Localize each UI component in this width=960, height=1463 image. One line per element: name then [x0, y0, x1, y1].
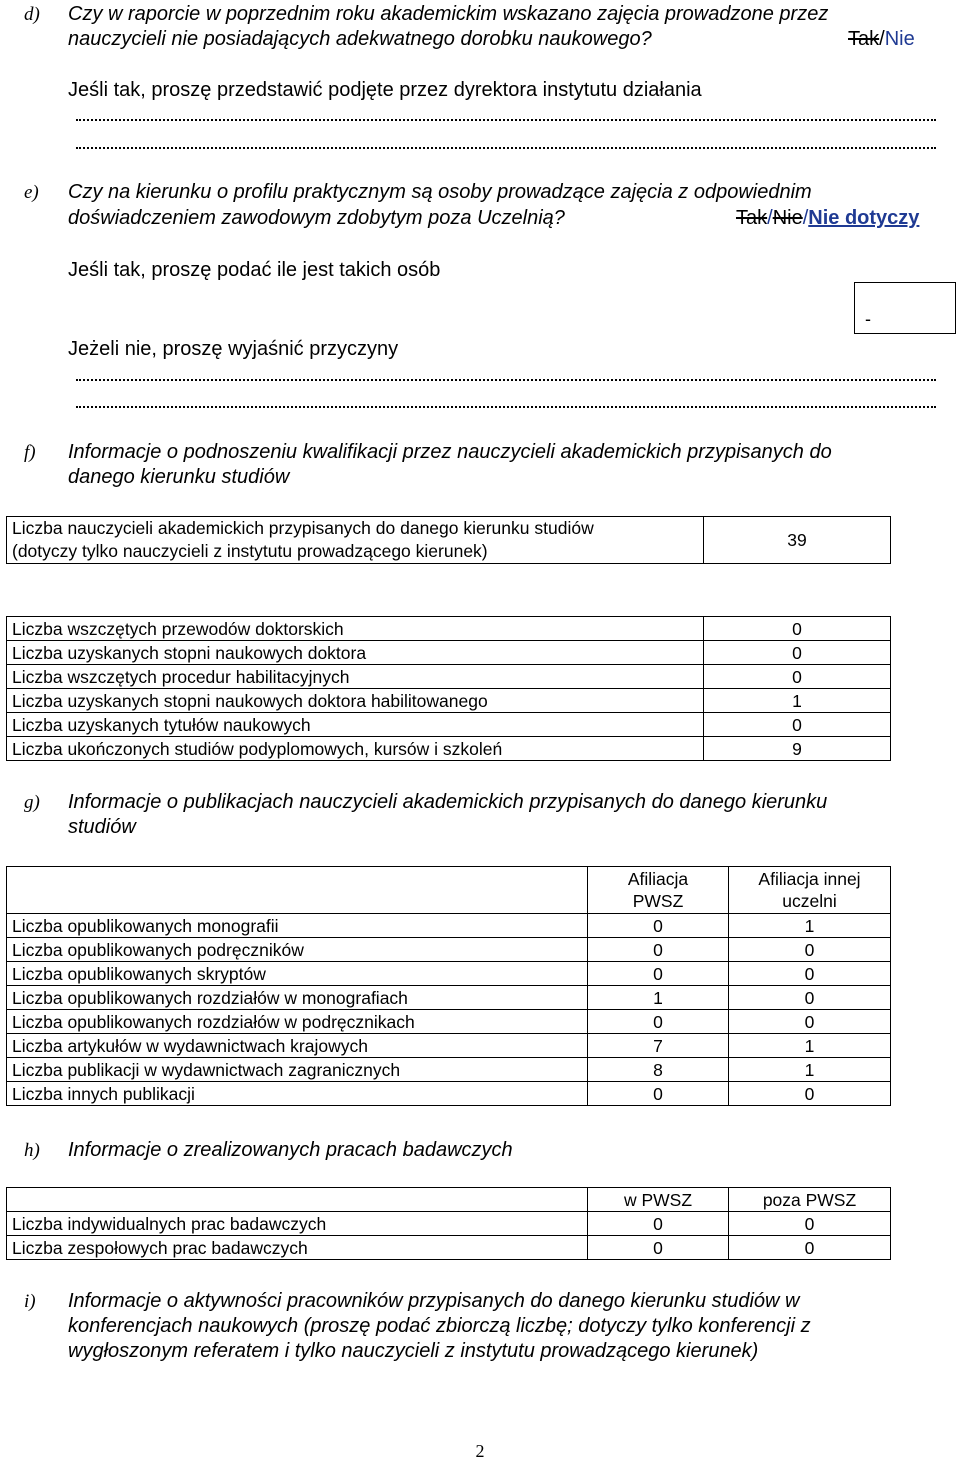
teachers-value-cell: 39	[704, 517, 891, 564]
section-d-answer	[848, 27, 915, 52]
section-g-letter: g)	[24, 792, 40, 813]
table-row	[7, 517, 891, 564]
row-value-pwsz: 0	[588, 914, 729, 938]
table-row	[7, 617, 891, 641]
row-label: Liczba ukończonych studiów podyplomowych, kursów i szkoleń	[7, 737, 704, 761]
row-value-out: 0	[729, 1236, 891, 1260]
research-table	[6, 1187, 891, 1260]
section-e-letter: e)	[24, 182, 39, 203]
row-value-in: 0	[588, 1212, 729, 1236]
table-row	[7, 962, 891, 986]
row-value-out: 0	[729, 1212, 891, 1236]
row-value: 0	[704, 713, 891, 737]
dotted-line	[76, 377, 936, 381]
section-i-heading-line3: wygłoszonym referatem i tylko nauczycieli z instytutu prowadzącego kierunek)	[68, 1340, 759, 1362]
row-value-other: 1	[729, 1034, 891, 1058]
answer-nie-dotyczy: Nie dotyczy	[808, 207, 920, 229]
row-value-pwsz: 0	[588, 1082, 729, 1106]
section-f-heading-line2: danego kierunku studiów	[68, 466, 290, 488]
row-label: Liczba opublikowanych skryptów	[7, 962, 588, 986]
row-value: 9	[704, 737, 891, 761]
table-row	[7, 1236, 891, 1260]
row-label: Liczba opublikowanych rozdziałów w monografiach	[7, 986, 588, 1010]
row-value-pwsz: 0	[588, 938, 729, 962]
table-row	[7, 1058, 891, 1082]
teachers-label-cell	[7, 517, 704, 564]
section-e-followup-reason: Jeżeli nie, proszę wyjaśnić przyczyny	[68, 338, 399, 360]
table-row	[7, 1082, 891, 1106]
section-g-heading-line2: studiów	[68, 816, 136, 838]
row-label: Liczba zespołowych prac badawczych	[7, 1236, 588, 1260]
table-row	[7, 914, 891, 938]
row-value-other: 0	[729, 1082, 891, 1106]
answer-nie-struck: Nie	[772, 207, 803, 229]
row-label: Liczba opublikowanych podręczników	[7, 938, 588, 962]
table-row	[7, 1212, 891, 1236]
section-e-answer	[736, 206, 919, 231]
answer-nie: Nie	[884, 28, 915, 50]
section-e-question-line2: doświadczeniem zawodowym zdobytym poza Uczelnią?	[68, 207, 565, 229]
row-value-pwsz: 0	[588, 1010, 729, 1034]
row-value: 1	[704, 689, 891, 713]
header-line: Afiliacja innej	[758, 869, 861, 889]
dotted-line	[76, 404, 936, 408]
row-label: Liczba indywidualnych prac badawczych	[7, 1212, 588, 1236]
header-empty-cell	[7, 867, 588, 914]
section-h-letter: h)	[24, 1140, 40, 1161]
row-value-other: 0	[729, 1010, 891, 1034]
header-line: PWSZ	[632, 891, 684, 911]
count-value-box	[854, 282, 956, 334]
publications-table	[6, 866, 891, 1106]
row-label: Liczba publikacji w wydawnictwach zagranicznych	[7, 1058, 588, 1082]
teachers-label-line1: Liczba nauczycieli akademickich przypisanych do danego kierunku studiów	[12, 518, 594, 538]
row-label: Liczba uzyskanych stopni naukowych doktora habilitowanego	[7, 689, 704, 713]
row-value: 0	[704, 665, 891, 689]
row-value-pwsz: 1	[588, 986, 729, 1010]
table-row	[7, 689, 891, 713]
qualification-table	[6, 616, 891, 761]
page-number: 2	[475, 1441, 485, 1461]
table-row	[7, 1034, 891, 1058]
answer-tak-struck: Tak	[848, 28, 880, 50]
header-afiliacja-innej	[729, 867, 891, 914]
row-label: Liczba uzyskanych stopni naukowych doktora	[7, 641, 704, 665]
row-label: Liczba artykułów w wydawnictwach krajowych	[7, 1034, 588, 1058]
row-value-other: 1	[729, 1058, 891, 1082]
row-label: Liczba wszczętych przewodów doktorskich	[7, 617, 704, 641]
table-row	[7, 938, 891, 962]
row-label: Liczba opublikowanych rozdziałów w podręcznikach	[7, 1010, 588, 1034]
table-row	[7, 986, 891, 1010]
section-d-question-line1: Czy w raporcie w poprzednim roku akademickim wskazano zajęcia prowadzone przez	[68, 3, 829, 25]
section-e-question-line1: Czy na kierunku o profilu praktycznym są osoby prowadzące zajęcia z odpowiednim	[68, 181, 812, 203]
header-afiliacja-pwsz	[588, 867, 729, 914]
section-d-followup: Jeśli tak, proszę przedstawić podjęte przez dyrektora instytutu działania	[68, 79, 702, 101]
section-f-letter: f)	[24, 442, 36, 463]
table-header-row	[7, 867, 891, 914]
table-row	[7, 1010, 891, 1034]
row-value-other: 0	[729, 986, 891, 1010]
dotted-line	[76, 145, 936, 149]
answer-tak-struck: Tak	[736, 207, 768, 229]
row-label: Liczba opublikowanych monografii	[7, 914, 588, 938]
teachers-label-line2: (dotyczy tylko nauczycieli z instytutu prowadzącego kierunek)	[12, 541, 488, 561]
row-value-pwsz: 0	[588, 962, 729, 986]
section-i-heading-line1: Informacje o aktywności pracowników przypisanych do danego kierunku studiów w	[68, 1290, 800, 1312]
answer-separator: /	[802, 207, 809, 229]
row-label: Liczba innych publikacji	[7, 1082, 588, 1106]
section-h-heading: Informacje o zrealizowanych pracach badawczych	[68, 1139, 513, 1161]
section-d-question-line2: nauczycieli nie posiadających adekwatnego dorobku naukowego?	[68, 28, 652, 50]
header-w-pwsz: w PWSZ	[588, 1188, 729, 1212]
section-g-heading-line1: Informacje o publikacjach nauczycieli akademickich przypisanych do danego kierunku	[68, 791, 828, 813]
header-empty-cell	[7, 1188, 588, 1212]
section-e-followup-count: Jeśli tak, proszę podać ile jest takich osób	[68, 259, 441, 281]
teachers-table	[6, 516, 891, 564]
row-value-other: 0	[729, 962, 891, 986]
answer-separator: /	[767, 207, 773, 229]
table-row	[7, 713, 891, 737]
dotted-line	[76, 117, 936, 121]
table-row	[7, 737, 891, 761]
section-d-letter: d)	[24, 4, 40, 25]
row-value: 0	[704, 617, 891, 641]
header-line: Afiliacja	[627, 869, 689, 889]
row-value-other: 1	[729, 914, 891, 938]
row-value-in: 0	[588, 1236, 729, 1260]
row-label: Liczba uzyskanych tytułów naukowych	[7, 713, 704, 737]
section-f-heading-line1: Informacje o podnoszeniu kwalifikacji przez nauczycieli akademickich przypisanych do	[68, 441, 832, 463]
row-value-other: 0	[729, 938, 891, 962]
header-poza-pwsz: poza PWSZ	[729, 1188, 891, 1212]
count-value: -	[865, 309, 871, 329]
table-row	[7, 641, 891, 665]
table-row	[7, 665, 891, 689]
row-value: 0	[704, 641, 891, 665]
row-value-pwsz: 8	[588, 1058, 729, 1082]
row-value-pwsz: 7	[588, 1034, 729, 1058]
section-i-heading-line2: konferencjach naukowych (proszę podać zbiorczą liczbę; dotyczy tylko konferencji z	[68, 1315, 811, 1337]
header-line: uczelni	[782, 891, 837, 911]
section-i-letter: i)	[24, 1291, 36, 1312]
table-header-row	[7, 1188, 891, 1212]
answer-separator: /	[879, 28, 885, 50]
row-label: Liczba wszczętych procedur habilitacyjnych	[7, 665, 704, 689]
